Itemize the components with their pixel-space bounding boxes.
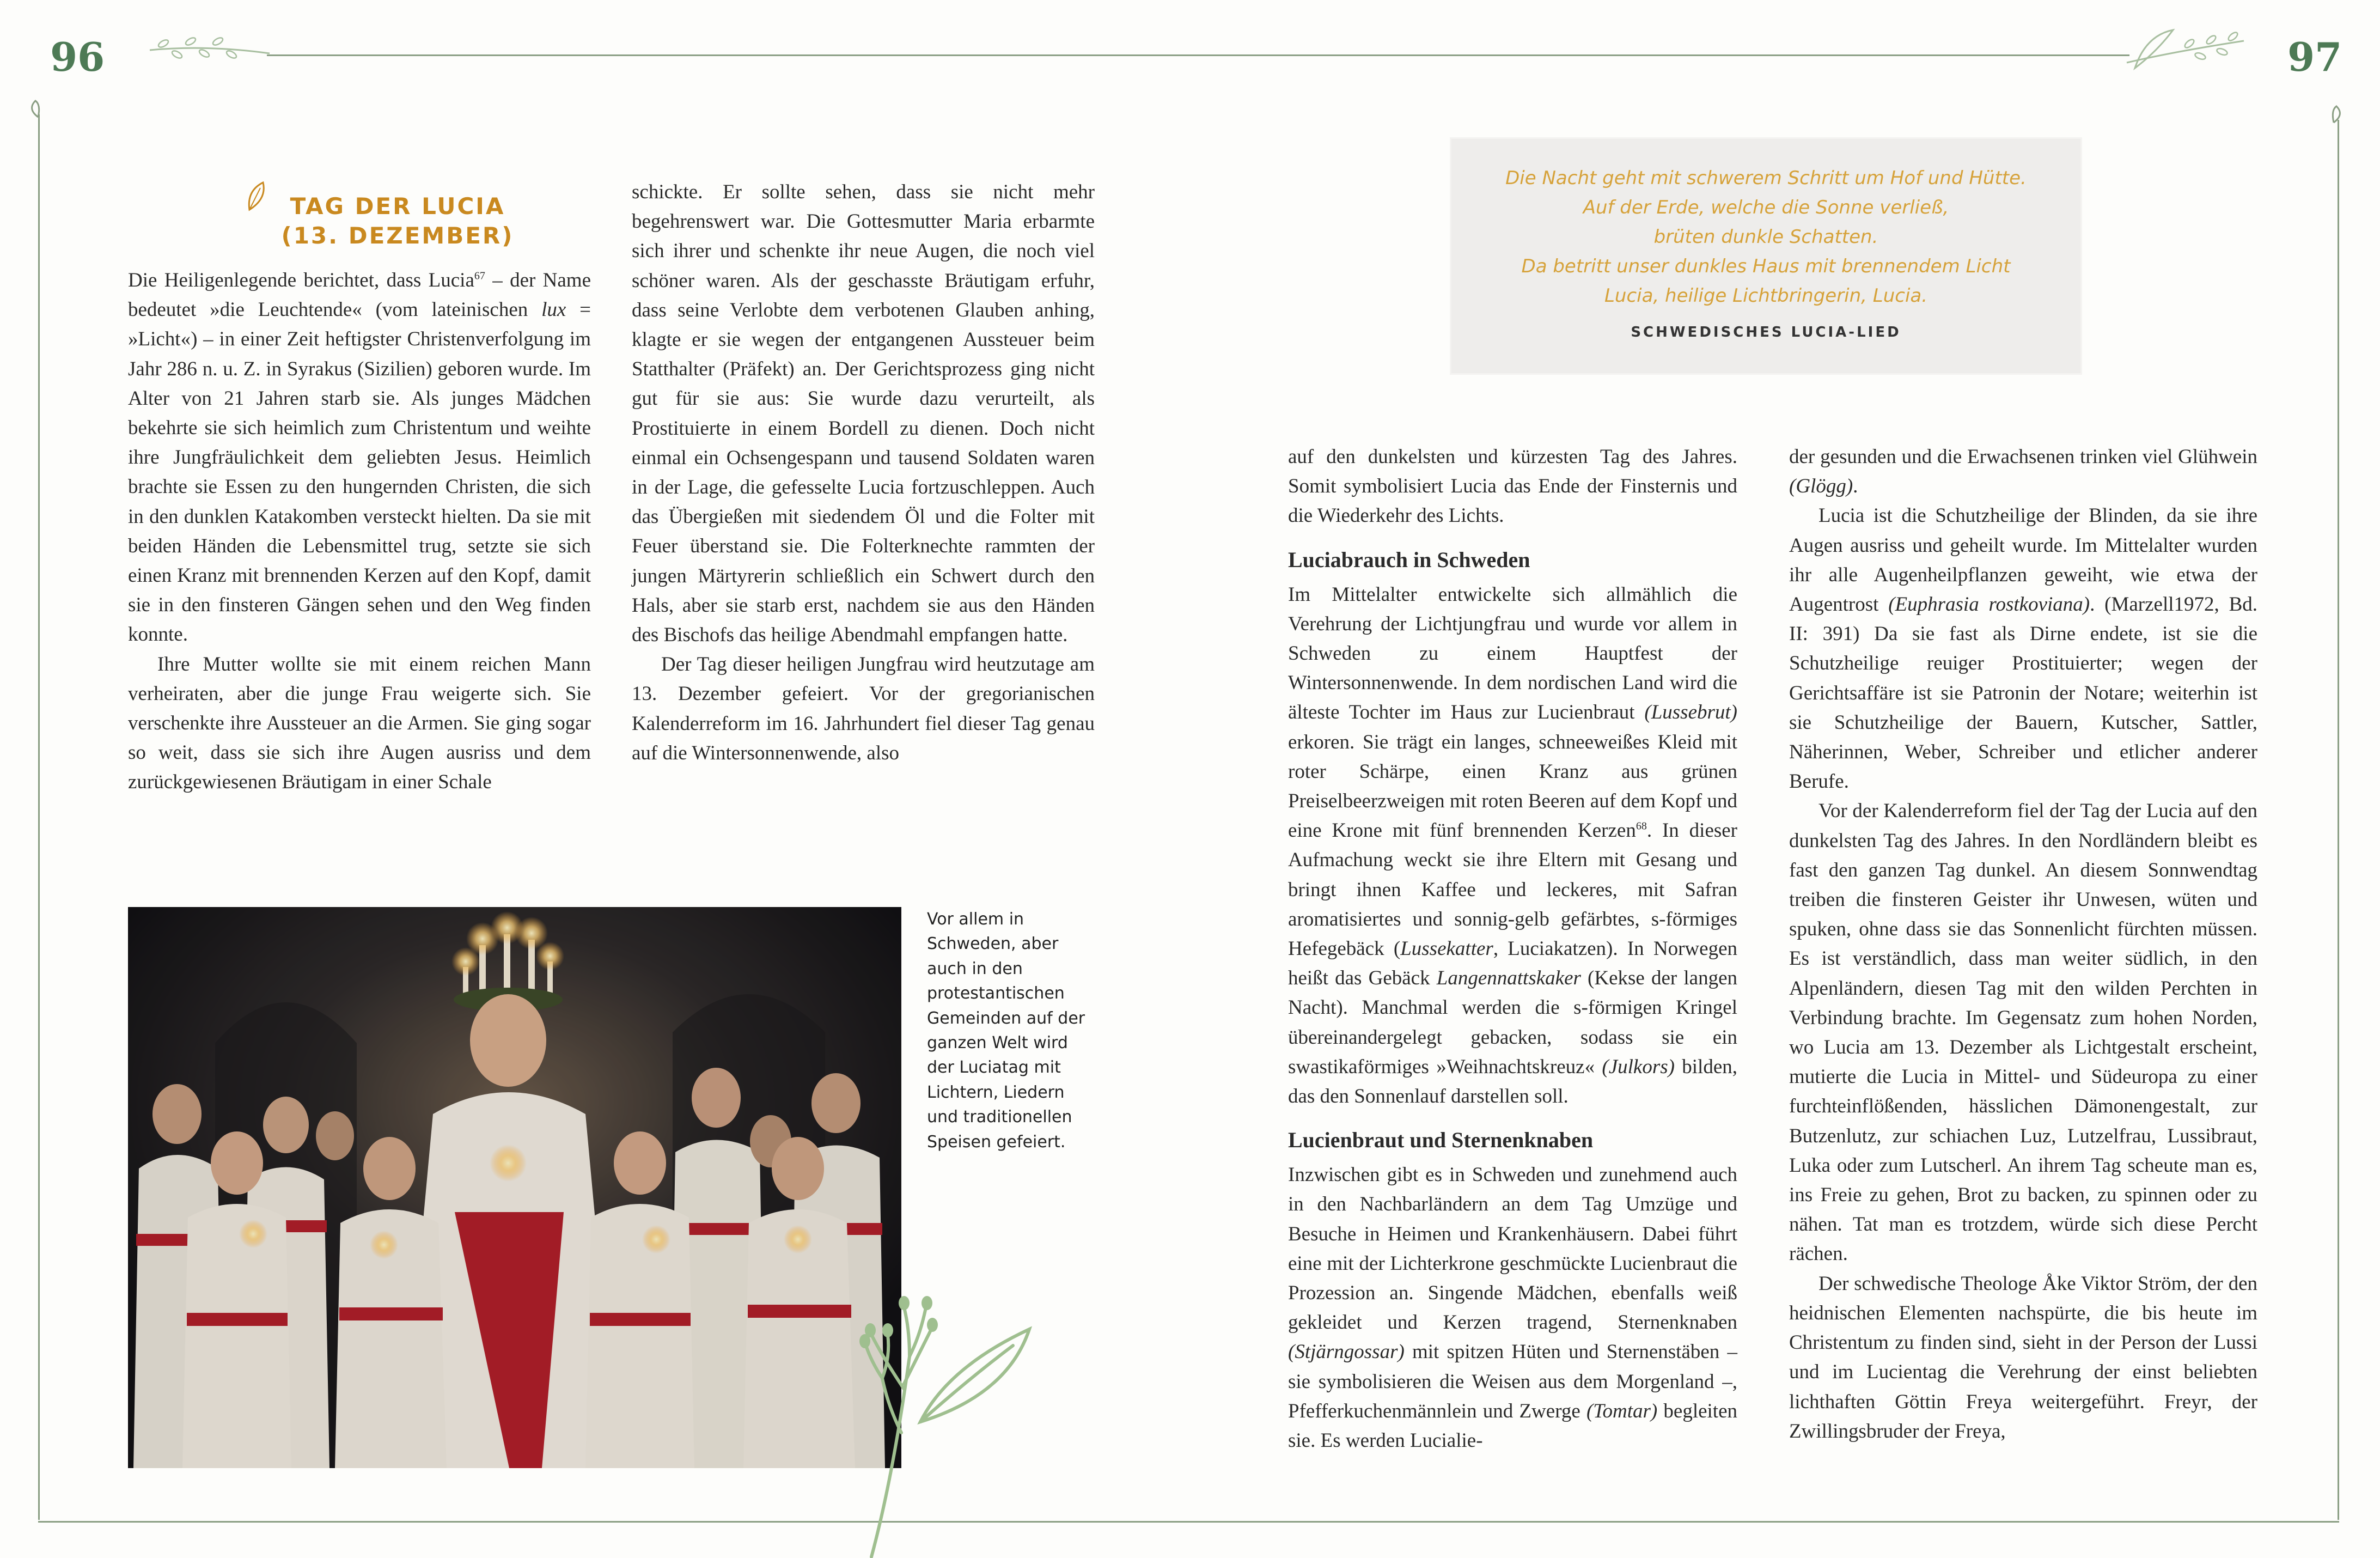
text-column-3 (1288, 442, 1737, 1456)
frame-right-line (2338, 120, 2339, 1520)
text-column-2 (632, 178, 1095, 768)
quote-line: Die Nacht geht mit schwerem Schritt um Hof und Hütte. (1505, 167, 2027, 189)
frame-left-line (38, 114, 40, 1520)
corner-curl-right (2326, 104, 2347, 125)
footnote-ref: 67 (474, 270, 485, 282)
page-number-left: 96 (50, 34, 105, 80)
quote-line: Auf der Erde, welche die Sonne verließ, (1583, 197, 1949, 218)
paragraph: Der Tag dieser heiligen Jungfrau wird heutzutage am 13. Dezember gefeiert. Vor der gregorianischen Kalenderreform im 16. Jahrhundert fiel dieser Tag genau auf die Wintersonnenwende, also (632, 653, 1095, 764)
section-heading (229, 192, 566, 251)
paragraph: Die Heiligenlegende berichtet, dass Lucia$^{67}$ – der Name bedeutet »die Leuchtende« (vom lateinischen lux = »Licht«) – in einer Zeit heftigster Christenverfolgung im Jahr 286 n. u. Z. in Syrakus (Sizilien) geboren wurde. Im Alter von 21 Jahren starb sie. Als junges Mädchen bekehrte sie sich heimlich zum Christentum und weihte ihre Jungfräulichkeit dem geliebten Jesus. Heimlich brachte sie Essen zu den hungernden Christen, die sich in den dunklen Katakomben versteckt hielten. Da sie mit beiden Händen die Lebensmittel trug, setzte sie sich einen Kranz mit brennenden Kerzen auf den Kopf, damit sie in den finsteren Gängen sehen und den Weg finden konnte. (128, 269, 591, 646)
paragraph: Der schwedische Theologe Åke Viktor Ström, der den heidnischen Elementen nachspürte, die bis heute im Christentum zu finden sind, sieht in der Person der Lussi und im Lucientag die Verehrung der einst beliebten lichthaften Göttin Freya weitergeführt. Freyr, der Zwillingsbruder der Freya, (1789, 1272, 2257, 1443)
quote-source: SCHWEDISCHES LUCIA-LIED (1631, 324, 1901, 340)
frame-bottom-line (38, 1521, 2339, 1523)
quote-box (1451, 139, 2080, 373)
paragraph: Lucia ist die Schutzheilige der Blinden, da sie ihre Augen ausriss und geheilt wurde. Im Mittelalter wurden ihr alle Augenheilpflanzen geweiht, wie etwa der Augentrost (Euphrasia rostkoviana). (Marzell1972, Bd. II: 391) Da sie fast als Dirne endete, ist sie die Schutzheilige reuiger Prostituierter; wegen der Gerichtsaffäre ist sie Patronin der Notare; weiterhin ist sie Schutzheilige der Bauern, Kutscher, Sattler, Näherinnen, Weber, Schreiber und etlicher anderer Berufe. (1789, 504, 2257, 793)
corner-curl-left (25, 98, 46, 120)
paragraph: Im Mittelalter entwickelte sich allmählich die Verehrung der Lichtjungfrau und wurde vor allem in Schweden zu einem Hauptfest der Wintersonnenwende. In dem nordischen Land wird die älteste Tochter im Haus zur Lucienbraut (Lussebrut) erkoren. Sie trägt ein langes, schneeweißes Kleid mit roter Schärpe, einen Kranz aus grünen Preiselbeerzweigen mit roten Beeren auf dem Kopf und eine Krone mit fünf brennenden Kerzen$^{68}$. In dieser Aufmachung weckt sie ihre Eltern mit Gesang und bringt ihnen Kaffee und leckeres, mit Safran aromatisiertes und sonnig-gelb gefärbtes, s-förmiges Hefegebäck (Lussekatter, Luciakatzen). In Norwegen heißt das Gebäck Langennattskaker (Kekse der langen Nacht). Manchmal werden die s-förmigen Kringel übereinandergelegt gebacken, sodass sie ein swastikaförmiges »Weihnachtskreuz« (Julkors) bilden, das den Sonnenlauf darstellen soll. (1288, 583, 1738, 1108)
quote-lines (1451, 163, 2080, 311)
heading-line-1: TAG DER LUCIA (290, 193, 505, 220)
paragraph: Ihre Mutter wollte sie mit einem reichen Mann verheiraten, aber die junge Frau weigerte sich. Sie verschenkte ihre Aussteuer an die Armen. Sie ging sogar so weit, dass sie sich ihre Augen ausriss und dem zurückgewiesenen Bräutigam in einer Schale (128, 653, 591, 794)
paragraph: Inzwischen gibt es in Schweden und zunehmend auch in den Nachbarländern an dem Tag Umzüge und Besuche in Heimen und Krankenhäusern. Dabei führt eine mit der Lichterkrone geschmückte Lucienbraut die Prozession an. Singende Mädchen, ebenfalls weiß gekleidet und Kerzen tragend, Sternenknaben (Stjärngossar) mit spitzen Hüten und Sternenstäben – sie symbolisieren die Weisen aus dem Morgenland –, Pfefferkuchenmännlein und Zwerge (Tomtar) begleiten sie. Es werden Lucialie- (1288, 1164, 1738, 1452)
footnote-ref: 68 (1636, 820, 1647, 832)
quote-line: Lucia, heilige Lichtbringerin, Lucia. (1604, 285, 1928, 307)
frame-top-line (267, 54, 2129, 56)
subheading: Lucienbraut und Sternenknaben (1288, 1128, 1594, 1153)
subheading: Luciabrauch in Schweden (1288, 547, 1530, 572)
plant-sprig-decoration (850, 1269, 1078, 1558)
photo-caption: Vor allem in Schweden, aber auch in den protestantischen Gemeinden auf der ganzen Welt wird der Luciatag mit Lichtern, Liedern und traditionellen Speisen gefeiert. (927, 910, 1085, 1152)
heading-line-2: (13. DEZEMBER) (281, 222, 514, 249)
paragraph: Vor der Kalenderreform fiel der Tag der Lucia auf den dunkelsten Tag des Jahres. In den Nordländern bleibt es fast den ganzen Tag dunkel. An diesem Sonnwendtag treiben die finsteren Geister ihr Unwesen, wüten und spuken, ohne dass sie das Sonnenlicht fürchten müssen. Es ist verständlich, dass man weiter südlich, in den Alpenländern, diesen Tag mit den wilden Perchten in Verbindung brachte. Im Gegensatz zum hohen Norden, wo Lucia am 13. Dezember als Lichtgestalt erscheint, mutierte die Lucia in Mittel- und Südeuropa zu einer furchteinflößenden, hässlichen Dämonengestalt, zur Butzenlutz, zur schiachen Luz, Lutzelfrau, Lussibraut, Luka oder zum Lutscherl. An ihrem Tag scheute man es, ins Freie zu gehen, Brot zu backen, zu spinnen oder zu nähen. Tat man es trotzdem, würde sich diese Percht rächen. (1789, 800, 2257, 1265)
photo-lucia-procession (128, 907, 901, 1468)
page-number-right: 97 (2287, 34, 2342, 80)
paragraph: schickte. Er sollte sehen, dass sie nicht mehr begehrenswert war. Die Gottesmutter Maria erbarmte sich ihrer und schenkte ihr neue Augen, die noch viel schöner waren. Als der geschasste Bräutigam erfuhr, dass seine Verlobte dem verbotenen Glauben anhing, klagte er sie wegen der entgangenen Aussteuer beim Statthalter (Präfekt) an. Der Gerichtsprozess ging nicht gut für sie aus: Sie wurde dazu verurteilt, als Prostituierte in einem Bordell zu dienen. Doch nicht einmal ein Ochsengespann und tausend Soldaten waren in der Lage, die gefesselte Lucia fortzuschleppen. Auch das Übergießen mit siedendem Öl und die Folter mit Feuer überstand sie. Die Folterknechte rammten der jungen Märtyrerin schließlich ein Schwert durch den Hals, aber sie starb erst, nachdem sie aus den Händen des Bischofs das heilige Abendmahl empfangen hatte. (632, 181, 1095, 647)
text-column-4 (1789, 442, 2257, 1446)
quote-line: Da betritt unser dunkles Haus mit brennendem Licht (1521, 255, 2011, 277)
quote-line: brüten dunkle Schatten. (1653, 226, 1878, 248)
paragraph: der gesunden und die Erwachsenen trinken viel Glühwein (Glögg). (1789, 446, 2257, 498)
vine-ornament-right (2124, 25, 2249, 74)
paragraph: auf den dunkelsten und kürzesten Tag des Jahres. Somit symbolisiert Lucia das Ende der Finsternis und die Wiederkehr des Lichts. (1288, 446, 1737, 527)
text-column-1 (128, 266, 591, 798)
vine-ornament-left (147, 33, 272, 65)
